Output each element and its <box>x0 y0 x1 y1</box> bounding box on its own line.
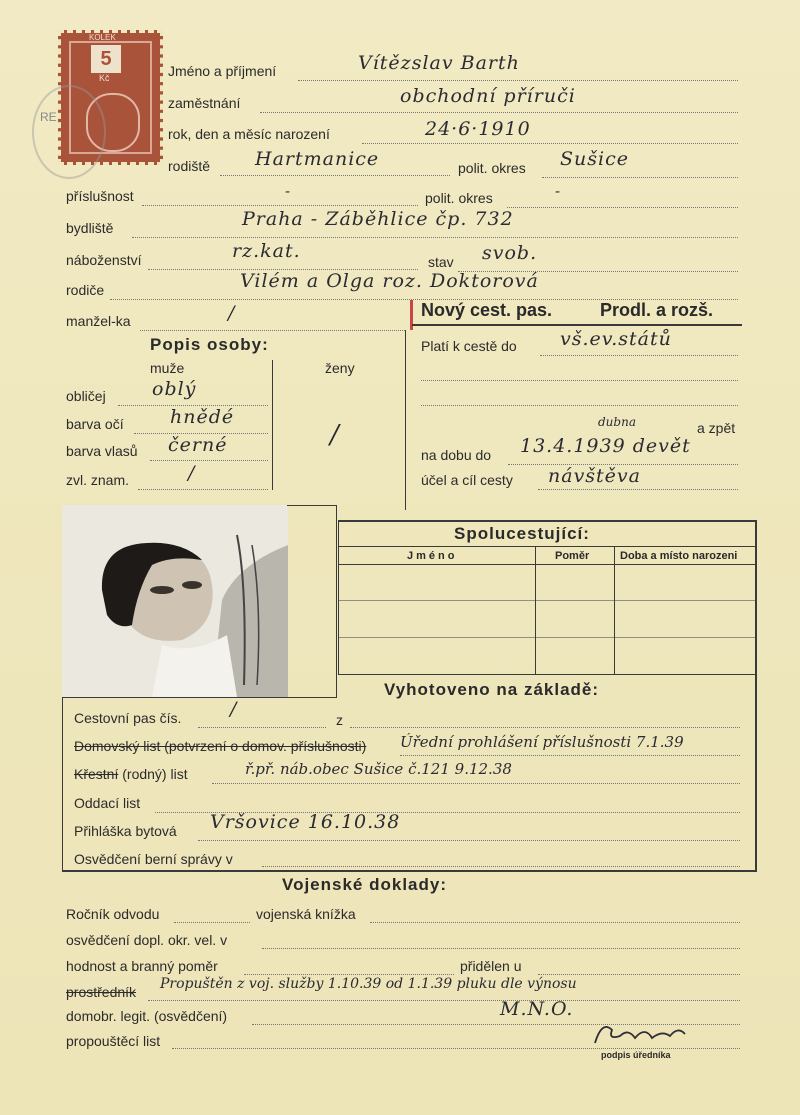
birth-cert-text: (rodný) list <box>122 766 188 782</box>
hair-line <box>150 460 268 461</box>
polit-okres-1-label: polit. okres <box>458 160 526 176</box>
polit-okres-1-value: Sušice <box>560 148 629 170</box>
domicile-line <box>400 755 740 756</box>
rank-label: hodnost a branný poměr <box>66 958 218 974</box>
companions-col-divider-1 <box>535 546 536 674</box>
military-book-line <box>370 922 740 923</box>
status-value: svob. <box>482 242 538 264</box>
stamp-value: 5 <box>91 45 121 73</box>
job-line <box>260 112 738 113</box>
return-label: a zpět <box>697 420 736 436</box>
men-column-label: muže <box>150 360 185 376</box>
basis-left-border <box>62 697 63 870</box>
postmark-text: RE <box>40 110 57 124</box>
spouse-value: / <box>228 302 236 324</box>
postmark <box>32 85 106 179</box>
portrait-image <box>62 505 288 697</box>
registration-value: Vršovice 16.10.38 <box>210 811 401 833</box>
parents-label: rodiče <box>66 282 105 298</box>
extension-label: Prodl. a rozš. <box>600 300 714 320</box>
valid-for-line-3 <box>421 405 738 406</box>
stamp-currency: Kč <box>99 73 110 83</box>
companions-col-birth: Doba a místo narozeni <box>620 550 738 562</box>
intermediary-line <box>148 1000 740 1001</box>
residence-value: Praha - Záběhlice čp. 732 <box>242 208 514 230</box>
companions-header-rule <box>338 564 756 565</box>
religion-value: rz.kat. <box>232 240 301 262</box>
companions-row-rule-2 <box>338 637 756 638</box>
supplementary-cert-line <box>262 948 740 949</box>
birthplace-value: Hartmanice <box>255 148 380 170</box>
marks-line <box>138 489 268 490</box>
citizenship-value: - <box>285 182 291 200</box>
registration-line <box>198 840 740 841</box>
birth-cert-label <box>74 766 188 782</box>
assigned-line <box>538 974 740 975</box>
photo-box-right <box>336 505 337 697</box>
name-line <box>298 80 738 81</box>
military-book-label: vojenská knížka <box>256 906 356 922</box>
military-title: Vojenské doklady: <box>282 875 448 894</box>
companions-row-rule-1 <box>338 600 756 601</box>
women-column-value: / <box>330 420 340 450</box>
face-label: obličej <box>66 388 106 404</box>
companions-col-relation: Poměr <box>555 550 590 562</box>
parents-value: Vilém a Olga roz. Doktorová <box>240 270 539 292</box>
description-right-border <box>405 330 406 510</box>
tax-cert-line <box>262 866 740 867</box>
companions-col-name: Jméno <box>407 550 458 562</box>
valid-for-line <box>540 355 738 356</box>
companions-right-border <box>755 520 757 870</box>
spouse-label: manžel-ka <box>66 313 131 329</box>
name-value: Vítězslav Barth <box>358 52 520 74</box>
women-column-label: ženy <box>325 360 355 376</box>
period-label: na dobu do <box>421 447 492 463</box>
draft-year-label: Ročník odvodu <box>66 906 160 922</box>
birthplace-line <box>220 175 450 176</box>
domicile-label: Domovský list (potvrzení o domov. příslušnosti) <box>74 738 367 754</box>
prev-passport-value: / <box>230 698 238 720</box>
hair-label: barva vlasů <box>66 443 138 459</box>
companions-title: Spolucestující: <box>454 524 590 543</box>
birth-cert-value: ř.př. náb.obec Sušice č.121 9.12.38 <box>245 760 512 778</box>
dob-label: rok, den a měsíc narození <box>168 126 330 142</box>
new-passport-label: Nový cest. pas. <box>421 300 553 320</box>
intermediary-value: Propuštěn z voj. služby 1.10.39 od 1.1.39 pluku dle výnosu <box>160 976 577 992</box>
prev-passport-label: Cestovní pas čís. <box>74 710 182 726</box>
purpose-label: účel a cíl cesty <box>421 472 513 488</box>
citizenship-line <box>142 205 418 206</box>
legion-value: M.N.O. <box>500 998 574 1020</box>
basis-title: Vyhotoveno na základě: <box>384 680 600 699</box>
eyes-value: hnědé <box>170 406 235 428</box>
companions-col-divider-2 <box>614 546 615 674</box>
rank-line <box>244 974 454 975</box>
residence-line <box>132 237 738 238</box>
passport-header-rule <box>412 324 742 326</box>
name-label: Jméno a příjmení <box>168 63 277 79</box>
companions-left-border <box>338 520 339 675</box>
supplementary-cert-label: osvědčení dopl. okr. vel. v <box>66 932 228 948</box>
registration-label: Přihláška bytová <box>74 823 177 839</box>
dob-value: 24·6·1910 <box>425 118 531 140</box>
polit-okres-2-value: - <box>555 182 561 200</box>
prev-passport-from-line <box>350 727 740 728</box>
marks-label: zvl. znam. <box>66 472 130 488</box>
purpose-line <box>538 489 738 490</box>
religion-label: náboženství <box>66 252 142 268</box>
birthplace-label: rodiště <box>168 158 211 174</box>
companions-bottom-rule <box>338 674 756 675</box>
companions-title-rule <box>338 546 756 547</box>
basis-bottom-border <box>62 870 757 872</box>
citizenship-label: příslušnost <box>66 188 134 204</box>
prev-passport-line <box>198 727 326 728</box>
status-label: stav <box>428 254 454 270</box>
job-value: obchodní příruči <box>400 85 576 107</box>
signature-caption: podpis úředníka <box>601 1050 671 1060</box>
valid-for-line-2 <box>421 380 738 381</box>
dob-line <box>362 143 738 144</box>
period-month-above: dubna <box>598 415 636 429</box>
residence-label: bydliště <box>66 220 114 236</box>
polit-okres-2-line <box>507 207 738 208</box>
birth-cert-line <box>212 783 740 784</box>
period-value: 13.4.1939 devět <box>520 435 691 457</box>
domicile-value: Úřední prohlášení příslušnosti 7.1.39 <box>400 733 684 751</box>
hair-value: černé <box>168 434 228 456</box>
job-label: zaměstnání <box>168 95 241 111</box>
face-value: oblý <box>152 378 197 400</box>
intermediary-label: prostředník <box>66 984 137 1000</box>
tax-cert-label: Osvědčení berní správy v <box>74 851 233 867</box>
photo-box-top <box>287 505 337 506</box>
polit-okres-1-line <box>542 177 738 178</box>
eyes-label: barva očí <box>66 416 124 432</box>
stamp-top-text: KOLEK <box>89 33 116 42</box>
assigned-label: přidělen u <box>460 958 522 974</box>
prev-passport-from-label: z <box>336 712 343 728</box>
companions-top-border <box>338 520 756 522</box>
marks-value: / <box>188 462 196 484</box>
baptism-strike: Křestní <box>74 766 119 782</box>
photo-box-bottom <box>62 697 337 698</box>
valid-for-value: vš.ev.států <box>560 328 672 350</box>
purpose-value: návštěva <box>548 465 641 487</box>
description-title: Popis osoby: <box>150 335 269 354</box>
polit-okres-2-label: polit. okres <box>425 190 493 206</box>
draft-year-line <box>174 922 250 923</box>
spouse-line <box>140 330 405 331</box>
valid-for-label: Platí k cestě do <box>421 338 517 354</box>
marriage-cert-label: Oddací list <box>74 795 141 811</box>
legion-label: domobr. legit. (osvědčení) <box>66 1008 228 1024</box>
description-divider <box>272 360 273 490</box>
discharge-label: propouštěcí list <box>66 1033 161 1049</box>
passport-photo <box>62 505 288 697</box>
